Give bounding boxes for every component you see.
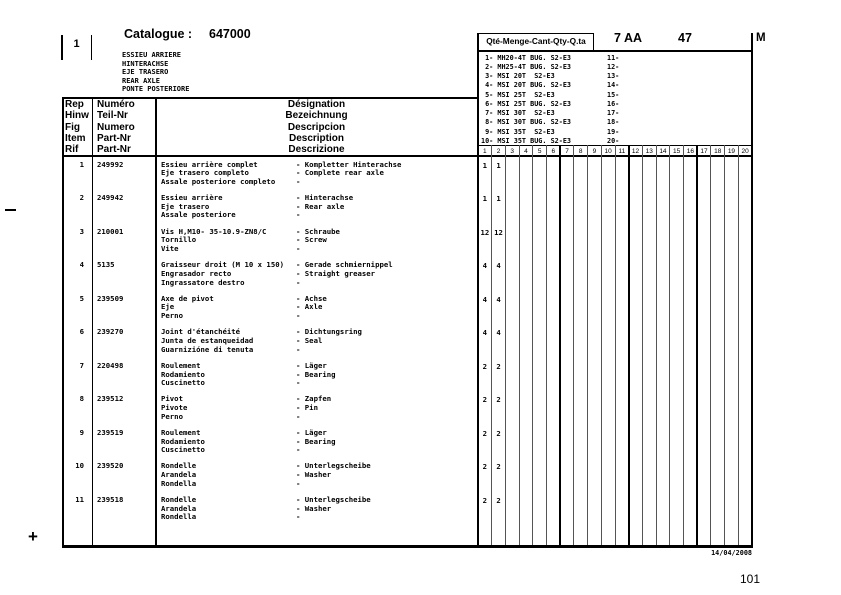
row-description-block	[161, 496, 196, 522]
description-line: Ingrassatore destro	[161, 277, 245, 287]
part-column-border	[155, 97, 157, 547]
qty-grid-line	[628, 145, 630, 545]
qty-header-bottom-border	[477, 50, 753, 53]
description-line: Vis H,M10- 35-10.9-ZN8/C	[161, 226, 267, 236]
qty-column-number: 7	[565, 147, 569, 155]
row-part-number: 239509	[97, 293, 124, 303]
qty-column-number: 14	[659, 147, 667, 155]
row-translation-block	[296, 395, 331, 421]
row-translation-block	[296, 429, 336, 455]
translation-line: -	[296, 176, 301, 186]
catalogue-title-line: EJE TRASERO	[122, 68, 169, 77]
description-line: Roulement	[161, 360, 201, 370]
catalogue-number: 647000	[209, 27, 251, 41]
qty-column-number: 8	[578, 147, 583, 155]
qty-value: 4	[482, 261, 488, 271]
catalogue-title-line: PONTE POSTERIORE	[122, 85, 190, 94]
qty-column-number: 19	[727, 147, 736, 155]
description-line: Assale posteriore completo	[161, 176, 276, 186]
qty-grid-line	[615, 145, 616, 545]
model-entry: 5- MSI 25T S2-E3	[481, 90, 555, 99]
registration-tick	[5, 209, 16, 211]
qty-value: 2	[482, 361, 488, 371]
qty-value: 1	[482, 194, 488, 204]
qty-value: 2	[482, 395, 488, 405]
row-rep-number: 5	[79, 293, 84, 303]
qty-grid-line	[669, 145, 670, 545]
model-entry: 10- MSI 35T BUG. S2-E3	[481, 136, 572, 145]
description-line: Essieu arrière	[161, 193, 223, 203]
qty-value: 12	[480, 227, 490, 237]
rep-header-line: Item	[65, 132, 86, 144]
translation-line: -	[296, 512, 301, 522]
qty-column-number: 2	[496, 147, 501, 155]
description-line: Perno	[161, 311, 183, 321]
model-entry: 1- MH20-4T BUG. S2-E3	[481, 53, 572, 62]
row-part-number: 249992	[97, 159, 124, 169]
qty-grid-line	[519, 145, 520, 545]
qty-value: 1	[496, 194, 501, 204]
qty-value: 2	[496, 428, 501, 438]
designation-header-line: Bezeichnung	[285, 110, 348, 122]
qty-grid-line	[546, 145, 547, 545]
qty-value: 2	[496, 496, 501, 505]
qty-column-number: 11	[618, 147, 626, 155]
designation-header-line: Description	[288, 132, 344, 144]
qty-value: 2	[496, 361, 501, 371]
model-entry: 19-	[607, 127, 620, 136]
variant-number: 47	[678, 31, 692, 45]
model-entry: 14-	[607, 81, 620, 90]
row-description-block	[161, 295, 214, 321]
row-rep-number: 9	[79, 427, 84, 437]
catalogue-title-line: REAR AXLE	[122, 76, 160, 85]
translation-line: -	[296, 277, 301, 287]
translation-line: -	[296, 311, 301, 321]
part-header-line: Teil-Nr	[97, 110, 128, 122]
model-entry: 16-	[607, 99, 620, 108]
designation-header-line: Descripcion	[287, 121, 346, 133]
model-entry: 6- MSI 25T BUG. S2-E3	[481, 99, 572, 108]
model-entry: 3- MSI 20T S2-E3	[481, 72, 555, 80]
qty-grid-line	[532, 145, 533, 545]
row-part-number: 210001	[97, 226, 124, 236]
rep-column-border	[92, 97, 94, 547]
qty-value: 2	[482, 496, 488, 505]
row-rep-number: 3	[79, 226, 84, 236]
row-translation-block	[296, 496, 371, 522]
qty-value: 1	[482, 160, 488, 170]
qty-grid-line	[656, 145, 657, 545]
row-description-block	[161, 328, 253, 354]
qty-column-number: 13	[645, 147, 653, 155]
qty-value: 2	[496, 462, 501, 472]
part-header-line: Numéro	[97, 99, 135, 110]
translation-line: - Läger	[296, 360, 327, 370]
model-entry: 11-	[607, 53, 620, 62]
qty-column-number: 1	[483, 147, 487, 155]
translation-line: - Achse	[296, 293, 327, 303]
translation-line: -	[296, 210, 301, 220]
part-header-line: Part-Nr	[97, 144, 131, 156]
translation-line: - Complete rear axle	[296, 168, 384, 178]
row-part-number: 249942	[97, 193, 124, 203]
row-rep-number: 7	[79, 360, 84, 370]
qty-value: 2	[482, 462, 488, 472]
description-line: Rondelle	[161, 495, 197, 504]
row-rep-number: 11	[75, 495, 84, 504]
description-line: Rondella	[161, 478, 197, 488]
qty-column-number: 15	[673, 147, 681, 155]
row-description-block	[161, 395, 187, 421]
row-description-block	[161, 261, 284, 287]
description-line: Pivot	[161, 394, 183, 404]
translation-line: -	[296, 244, 301, 253]
row-rep-number: 2	[79, 193, 84, 203]
row-rep-number: 1	[79, 159, 84, 169]
description-line: Rodamiento	[161, 436, 205, 446]
description-line: Rondella	[161, 512, 197, 522]
translation-line: - Zapfen	[296, 394, 332, 404]
description-line: Vite	[161, 244, 179, 253]
rep-header-line: Fig	[65, 121, 80, 133]
description-line: Eje trasero completo	[161, 168, 249, 178]
row-translation-block	[296, 295, 327, 321]
qty-value: 4	[482, 328, 488, 338]
qty-value: 4	[496, 294, 501, 304]
part-header-line: Numero	[97, 121, 135, 133]
qty-grid-line	[683, 145, 684, 545]
row-rep-number: 10	[75, 461, 84, 471]
qty-value: 2	[496, 395, 501, 405]
row-translation-block	[296, 261, 393, 287]
qty-grid-line	[505, 145, 506, 545]
model-list-right	[607, 54, 619, 147]
translation-line: -	[296, 478, 301, 488]
description-line: Rodamiento	[161, 369, 205, 379]
translation-line: - Washer	[296, 470, 332, 480]
translation-line: - Axle	[296, 302, 323, 312]
description-line: Essieu arrière complet	[161, 159, 258, 169]
rep-column-header	[65, 99, 89, 155]
row-translation-block	[296, 362, 336, 388]
row-part-number: 239270	[97, 327, 124, 337]
row-description-block	[161, 194, 236, 220]
description-line: Eje	[161, 302, 175, 312]
qty-grid-line	[559, 145, 561, 545]
catalogue-title-line: ESSIEU ARRIERE	[122, 51, 182, 59]
model-entry: 7- MSI 30T S2-E3	[481, 109, 555, 117]
translation-line: - Unterlegscheibe	[296, 461, 371, 471]
row-translation-block	[296, 194, 353, 220]
model-entry: 2- MH25-4T BUG. S2-E3	[481, 62, 572, 71]
model-entry: 13-	[607, 72, 620, 80]
catalogue-label: Catalogue :	[124, 27, 193, 41]
qty-grid-line	[642, 145, 643, 545]
row-rep-number: 4	[79, 260, 84, 270]
qty-column-number: 12	[631, 147, 640, 155]
row-description-block	[161, 161, 275, 187]
description-line: Tornillo	[161, 235, 197, 245]
qty-column-number: 5	[537, 147, 542, 155]
qty-column-number: 20	[741, 147, 749, 155]
translation-line: -	[296, 445, 301, 455]
row-rep-number: 8	[79, 394, 84, 404]
row-description-block	[161, 462, 196, 488]
part-number-column-header	[97, 99, 135, 155]
rep-header-line: Rep	[65, 99, 84, 110]
rep-header-line: Hinw	[65, 110, 89, 122]
description-line: Assale posteriore	[161, 210, 236, 220]
model-entry: 20-	[607, 136, 620, 145]
designation-column-header	[155, 99, 478, 155]
qty-grid-line	[573, 145, 574, 545]
qty-label-top-border	[477, 33, 594, 34]
translation-line: - Straight greaser	[296, 268, 376, 278]
sheet-number: 1	[73, 38, 80, 50]
model-entry: 8- MSI 30T BUG. S2-E3	[481, 118, 572, 127]
qty-value: 4	[482, 294, 488, 304]
description-line: Rondelle	[161, 461, 197, 471]
qty-value: 4	[496, 261, 501, 271]
qty-column-number: 6	[551, 147, 556, 155]
translation-line: -	[296, 378, 301, 388]
row-part-number: 239512	[97, 394, 124, 404]
translation-line: - Schraube	[296, 226, 340, 236]
translation-line: - Screw	[296, 235, 327, 245]
qty-column-number: 18	[714, 147, 722, 155]
designation-header-line: Désignation	[287, 99, 346, 110]
qty-column-number: 9	[592, 147, 597, 155]
row-rep-number: 6	[79, 327, 84, 337]
qty-column-number: 3	[510, 147, 515, 155]
qty-value: 12	[494, 227, 503, 237]
description-line: Junta de estanqueidad	[161, 335, 254, 345]
model-entry: 12-	[607, 62, 620, 71]
translation-line: - Dichtungsring	[296, 327, 362, 337]
part-header-line: Part-Nr	[97, 132, 131, 144]
row-description-block	[161, 362, 205, 388]
model-entry: 17-	[607, 109, 620, 117]
row-part-number: 239518	[97, 495, 124, 504]
description-line: Axe de pivot	[161, 293, 214, 303]
translation-line: - Bearing	[296, 369, 336, 379]
qty-area-right-border	[751, 33, 753, 547]
qty-grid-line	[601, 145, 602, 545]
qty-value: 4	[496, 328, 501, 338]
qty-column-number: 16	[686, 147, 694, 155]
description-line: Arandela	[161, 503, 197, 513]
translation-line: - Seal	[296, 335, 323, 345]
description-line: Perno	[161, 411, 183, 421]
row-part-number: 5135	[97, 260, 115, 270]
description-line: Guarnizióne di tenuta	[161, 344, 254, 354]
row-description-block	[161, 429, 205, 455]
model-entry: 18-	[607, 118, 620, 127]
description-line: Graisseur droit (M 10 x 150)	[161, 260, 285, 270]
description-line: Pivote	[161, 403, 188, 413]
row-part-number: 220498	[97, 360, 124, 370]
qty-grid-line	[724, 145, 725, 545]
description-line: Cuscinetto	[161, 445, 205, 455]
row-translation-block	[296, 161, 401, 187]
row-translation-block	[296, 328, 362, 354]
translation-line: - Unterlegscheibe	[296, 495, 371, 504]
qty-column-number: 10	[604, 147, 612, 155]
row-description-block	[161, 228, 266, 254]
translation-line: - Hinterachse	[296, 193, 354, 203]
translation-line: -	[296, 344, 301, 354]
qty-grid-line	[738, 145, 739, 545]
print-date: 14/04/2008	[711, 548, 752, 557]
model-entry: 9- MSI 35T S2-E3	[481, 127, 555, 136]
qty-grid-line	[491, 145, 492, 545]
qty-value: 2	[482, 428, 488, 438]
translation-line: - Kompletter Hinterachse	[296, 159, 402, 169]
variant-code: 7 AA	[614, 31, 643, 45]
model-entry: 15-	[607, 90, 620, 99]
description-line: Arandela	[161, 470, 197, 480]
description-line: Eje trasero	[161, 201, 210, 211]
translation-line: - Washer	[296, 503, 332, 513]
catalogue-titles	[122, 51, 189, 94]
qty-grid-line	[696, 145, 698, 545]
qty-header-label: Qté-Menge-Cant-Qty-Q.ta	[486, 36, 586, 46]
plus-mark: +	[28, 527, 38, 546]
translation-line: - Pin	[296, 403, 318, 413]
qty-value: 1	[496, 160, 501, 170]
row-part-number: 239519	[97, 427, 124, 437]
description-line: Joint d'étanchéité	[161, 327, 241, 337]
translation-line: -	[296, 411, 301, 421]
margin-letter: M	[756, 32, 766, 44]
translation-line: - Gerade schmiernippel	[296, 260, 393, 270]
row-translation-block	[296, 462, 371, 488]
translation-line: - Bearing	[296, 436, 336, 446]
qty-grid-line	[587, 145, 588, 545]
description-line: Engrasador recto	[161, 268, 232, 278]
qty-column-number: 17	[700, 147, 708, 155]
model-list-left	[481, 54, 571, 147]
row-part-number: 239520	[97, 461, 124, 471]
page-number: 101	[740, 572, 761, 586]
table-bottom-border	[62, 545, 753, 548]
description-line: Roulement	[161, 427, 201, 437]
qty-column-number: 4	[524, 147, 528, 155]
catalogue-title-line: HINTERACHSE	[122, 59, 169, 68]
row-translation-block	[296, 228, 340, 254]
translation-line: - Läger	[296, 427, 327, 437]
rep-header-line: Rif	[65, 144, 79, 156]
model-entry: 4- MSI 20T BUG. S2-E3	[481, 81, 572, 90]
qty-grid-line	[710, 145, 711, 545]
designation-header-line: Descrizione	[288, 144, 345, 156]
description-line: Cuscinetto	[161, 378, 205, 388]
translation-line: - Rear axle	[296, 201, 345, 211]
